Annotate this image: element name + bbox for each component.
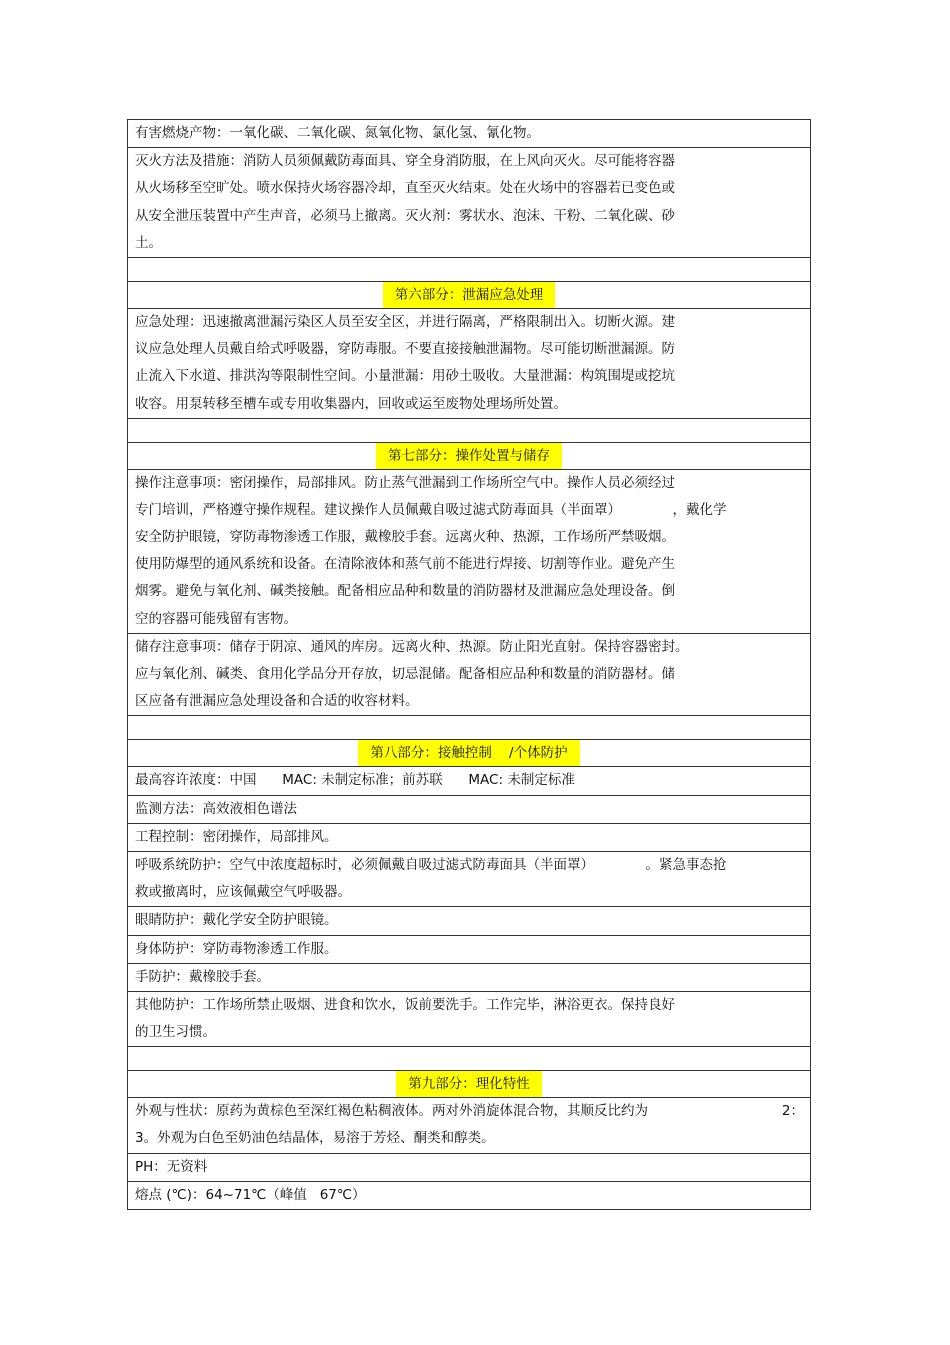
table-row — [128, 851, 810, 906]
section-heading: 第七部分：操作处置与储存 — [376, 443, 562, 469]
table-row — [128, 795, 810, 823]
section-heading-row — [128, 442, 810, 469]
row-line: 身体防护：穿防毒物渗透工作服。 — [135, 940, 338, 957]
row-line: 有害燃烧产物：一氧化碳、二氧化碳、氮氧化物、氯化氢、氰化物。 — [135, 125, 540, 141]
blank-row — [128, 257, 810, 281]
row-line: 工程控制：密闭操作，局部排风。 — [135, 828, 338, 845]
row-line: 手防护：戴橡胶手套。 — [135, 968, 270, 985]
table-row — [128, 147, 810, 257]
table-row — [128, 633, 810, 716]
row-line: 应与氧化剂、碱类、食用化学品分开存放，切忌混储。配备相应品种和数量的消防器材。储 — [135, 666, 675, 682]
row-line: 从安全泄压装置中产生声音，必须马上撤离。灭火剂：雾状水、泡沫、干粉、二氧化碳、砂 — [135, 207, 675, 224]
row-line: 最高容许浓度：中国 MAC: 未制定标准；前苏联 MAC: 未制定标准 — [135, 772, 575, 789]
row-line: 呼吸系统防护：空气中浓度超标时，必须佩戴自吸过滤式防毒面具（半面罩） 。紧急事态抢 — [135, 856, 727, 873]
row-line: PH：无资料 — [135, 1158, 208, 1175]
row-line: 土。 — [135, 234, 162, 251]
row-line: 议应急处理人员戴自给式呼吸器，穿防毒服。不要直接接触泄漏物。尽可能切断泄漏源。防 — [135, 341, 675, 358]
blank-row — [128, 418, 810, 442]
section-heading-row — [128, 281, 810, 308]
blank-row — [128, 1046, 810, 1070]
blank-row — [128, 715, 810, 739]
section-heading-row — [128, 1070, 810, 1097]
section-heading: 第六部分：泄漏应急处理 — [383, 282, 556, 308]
section-heading: 第九部分：理化特性 — [396, 1071, 542, 1097]
row-line: 的卫生习惯。 — [135, 1024, 216, 1041]
row-line: 烟雾。避免与氧化剂、碱类接触。配备相应品种和数量的消防器材及泄漏应急处理设备。倒 — [135, 583, 675, 600]
table-row — [128, 469, 810, 633]
row-text-right: 2： — [781, 1103, 804, 1120]
table-row — [128, 120, 810, 147]
table-row — [128, 935, 810, 963]
table-row — [128, 963, 810, 991]
row-line: 操作注意事项：密闭操作，局部排风。防止蒸气泄漏到工作场所空气中。操作人员必须经过 — [135, 474, 675, 491]
table-row — [128, 1153, 810, 1181]
table-row — [128, 1181, 810, 1209]
row-line: 熔点 (℃)：64~71℃（峰值 67℃） — [135, 1186, 366, 1203]
table-row — [128, 823, 810, 851]
row-line: 灭火方法及措施：消防人员须佩戴防毒面具、穿全身消防服，在上风向灭火。尽可能将容器 — [135, 153, 675, 170]
row-line: 其他防护：工作场所禁止吸烟、进食和饮水，饭前要洗手。工作完毕，淋浴更衣。保持良好 — [135, 996, 675, 1013]
row-line — [135, 1098, 804, 1125]
table-row — [128, 766, 810, 794]
table-row — [128, 991, 810, 1046]
row-line: 眼睛防护：戴化学安全防护眼镜。 — [135, 912, 338, 929]
msds-table — [127, 119, 811, 1210]
table-row — [128, 1097, 810, 1152]
row-line: 救或撤离时，应该佩戴空气呼吸器。 — [135, 884, 351, 901]
row-line: 3。外观为白色至奶油色结晶体，易溶于芳烃、酮类和醇类。 — [135, 1130, 495, 1147]
row-line: 监测方法：高效液相色谱法 — [135, 800, 297, 817]
section-heading: 第八部分：接触控制 /个体防护 — [358, 740, 579, 766]
row-line: 止流入下水道、排洪沟等限制性空间。小量泄漏：用砂土吸收。大量泄漏：构筑围堤或挖坑 — [135, 368, 675, 385]
row-line: 安全防护眼镜，穿防毒物渗透工作服，戴橡胶手套。远离火种、热源，工作场所严禁吸烟。 — [135, 529, 675, 546]
row-line: 从火场移至空旷处。喷水保持火场容器冷却，直至灭火结束。处在火场中的容器若已变色或 — [135, 180, 675, 197]
row-line: 空的容器可能残留有害物。 — [135, 610, 297, 627]
row-line: 储存注意事项：储存于阴凉、通风的库房。远离火种、热源。防止阳光直射。保持容器密封。 — [135, 638, 689, 655]
table-row — [128, 906, 810, 934]
row-line: 收容。用泵转移至槽车或专用收集器内，回收或运至废物处理场所处置。 — [135, 395, 567, 412]
section-heading-row — [128, 739, 810, 766]
row-line: 区应备有泄漏应急处理设备和合适的收容材料。 — [135, 693, 419, 710]
row-text: 外观与性状：原药为黄棕色至深红褐色粘稠液体。两对外消旋体混合物，其顺反比约为 — [135, 1103, 648, 1120]
row-line: 应急处理：迅速撤离泄漏污染区人员至安全区，并进行隔离，严格限制出入。切断火源。建 — [135, 313, 675, 330]
row-line: 使用防爆型的通风系统和设备。在清除液体和蒸气前不能进行焊接、切割等作业。避免产生 — [135, 556, 675, 573]
table-row — [128, 308, 810, 418]
row-line: 专门培训，严格遵守操作规程。建议操作人员佩戴自吸过滤式防毒面具（半面罩） ，戴化学 — [135, 501, 727, 518]
